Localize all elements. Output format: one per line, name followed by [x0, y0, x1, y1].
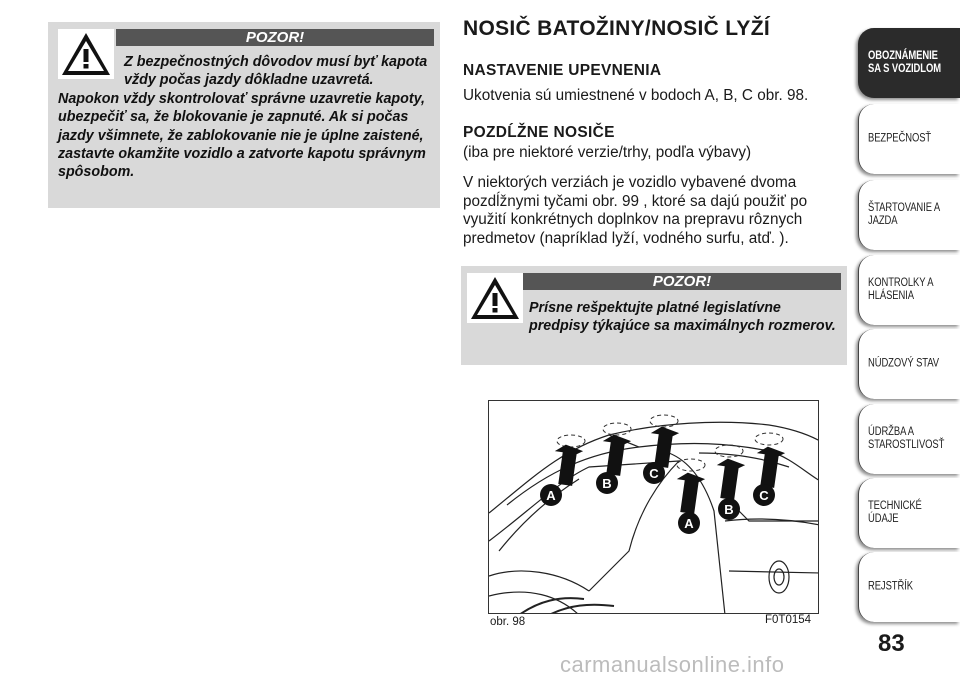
label-a: A [546, 488, 556, 503]
warning-text: Prísne rešpektujte platné legislatívne predpisy týkajúce sa maximálnych rozmerov. [529, 300, 836, 335]
tab-label: NÚDZOVÝ STAV [868, 357, 939, 370]
warning-text: Z bezpečnostných dôvodov musí byť kapota vždy počas jazdy dôkladne uzavretá. Napokon vždy skontrolovať správne uzavretie kapoty, ubezpečiť sa, že blokovanie je zapnuté. Ak si počas jazdy všimnete, že zablokovanie nie je úplne zaistené, zastavte okamžite vozidlo a zatvorte kapotu správnym spôsobom. [58, 54, 428, 181]
page-number: 83 [878, 630, 905, 657]
figure-caption: obr. 98 [490, 616, 526, 628]
tab-getting-to-know-vehicle[interactable] [858, 28, 960, 98]
tab-label: BEZPEČNOSŤ [868, 132, 932, 145]
section-title: NOSIČ BATOŽINY/NOSIČ LYŽÍ [463, 17, 770, 40]
tab-label: ŠTARTOVANIE A JAZDA [868, 202, 940, 227]
warning-title: POZOR! [523, 273, 841, 290]
label-c: C [649, 466, 659, 481]
tab-starting-driving[interactable] [858, 180, 960, 250]
tab-label: REJSTŘÍK [868, 580, 913, 593]
figure-code: F0T0154 [765, 614, 812, 626]
label-c: C [759, 488, 769, 503]
paragraph-roof-bars-description: V niektorých verziách je vozidlo vybavené dvoma pozdĺžnymi tyčami obr. 99 , ktoré sa dajú použiť po využití konkrétnych doplnkov na prepravu rôznych predmetov (napríklad lyží, vodného surfu, atď. ). [463, 174, 808, 247]
warning-box-dimensions [461, 266, 847, 365]
tab-label: TECHNICKÉ ÚDAJE [868, 500, 922, 525]
label-b: B [602, 476, 612, 491]
paragraph-anchor-points: Ukotvenia sú umiestnené v bodoch A, B, C obr. 98. [463, 87, 809, 104]
warning-box-hood [48, 22, 440, 208]
paragraph-availability: (iba pre niektoré verzie/trhy, podľa výbavy) [463, 144, 752, 161]
tab-label: OBOZNÁMENIE SA S VOZIDLOM [868, 50, 941, 75]
tab-technical-data[interactable] [858, 478, 960, 548]
label-b: B [724, 502, 734, 517]
figure-roof-anchors [488, 400, 819, 614]
tab-safety[interactable] [858, 104, 960, 174]
anchor-labels [540, 462, 775, 534]
van-roof-illustration [489, 401, 819, 614]
tab-label: ÚDRŽBA A STAROSTLIVOSŤ [868, 426, 945, 451]
subheading-roof-bars: POZDĹŽNE NOSIČE [463, 124, 615, 141]
tab-label: KONTROLKY A HLÁSENIA [868, 277, 933, 302]
tab-index[interactable] [858, 552, 960, 622]
label-a: A [684, 516, 694, 531]
tab-emergency[interactable] [858, 329, 960, 399]
watermark: carmanualsonline.info [560, 652, 785, 677]
tab-maintenance[interactable] [858, 404, 960, 474]
warning-title: POZOR! [116, 29, 434, 46]
subheading-mounting: NASTAVENIE UPEVNENIA [463, 62, 662, 79]
tab-warning-lights[interactable] [858, 255, 960, 325]
